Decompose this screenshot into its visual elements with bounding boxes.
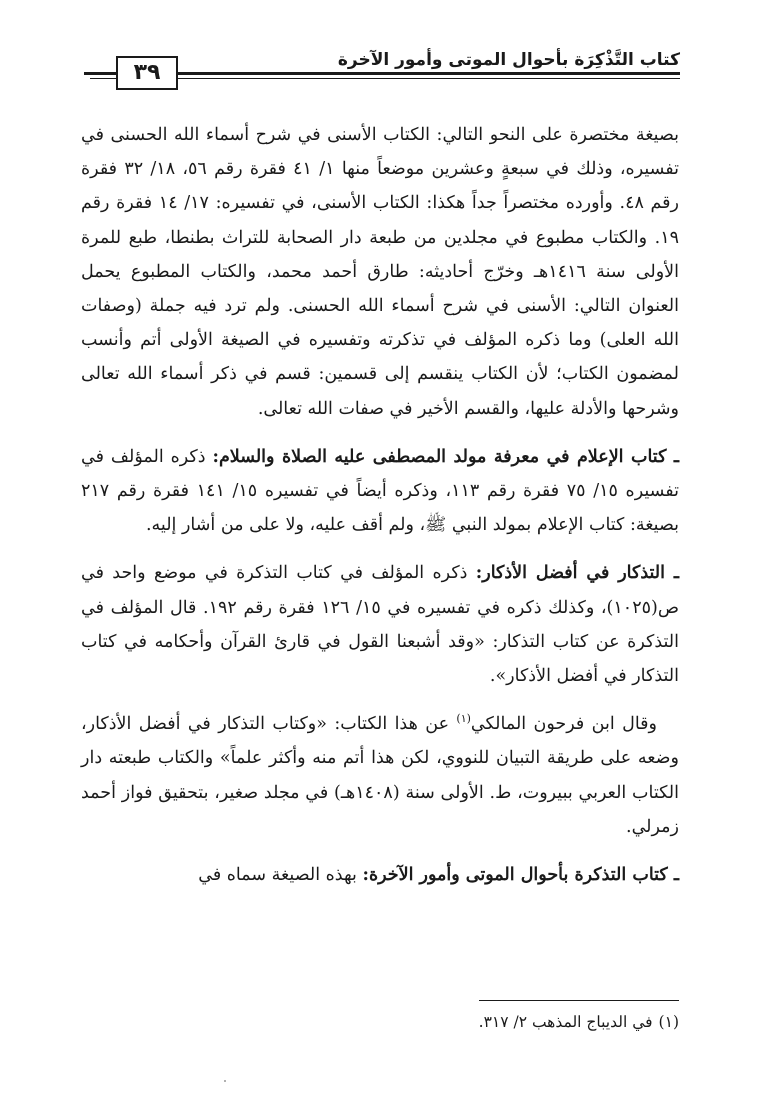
paragraph-ilam-book [81, 440, 679, 543]
running-header [90, 50, 680, 90]
paragraph-ibn-farhun [81, 707, 679, 844]
body-text [81, 118, 679, 906]
running-title: كتاب التَّذْكِرَة بأحوال الموتى وأمور الآخرة [330, 50, 680, 70]
header-rule-thick [90, 72, 680, 75]
footnote-separator [479, 1000, 679, 1001]
paragraph-text: بصيغة مختصرة على النحو التالي: الكتاب الأسنى في شرح أسماء الله الحسنى في تفسيره، وذلك في سبعةٍ وعشرين موضعاً منها ١/ ٤١ فقرة رقم ٥٦، ١٨/ ٣٢ فقرة رقم ٤٨. وأورده مختصراً جداً هكذا: الكتاب الأسنى، في تفسيره: ١٧/ ١٤ فقرة رقم ١٩. والكتاب مطبوع في مجلدين من طبعة دار الصحابة للتراث بطنطا، طبع للمرة الأولى سنة ١٤١٦هـ وخرّج أحاديثه: طارق أحمد محمد، والكتاب المطبوع يحمل العنوان التالي: الأسنى في شرح أسماء الله الحسنى. ولم ترد فيه جملة (وصفات الله العلى) وما ذكره المؤلف في تذكرته وتفسيره في الصيغة الأولى أتم وأنسب لمضمون الكتاب؛ لأن الكتاب ينقسم إلى قسمين: قسم في ذكر أسماء الله تعالى وشرحها والأدلة عليها، والقسم الأخير في صفات الله تعالى. [81, 125, 679, 419]
header-rule-thin [90, 78, 680, 79]
footnote-reference[interactable]: (١) [456, 712, 471, 726]
header-left-rule [84, 72, 116, 75]
scan-speck [224, 1080, 226, 1082]
footnote-marker: (١) [658, 1013, 679, 1031]
paragraph-tadhkira-book [81, 858, 679, 892]
paragraph-tadhkar-book [81, 556, 679, 693]
paragraph-text: بهذه الصيغة سماه في [198, 865, 363, 886]
paragraph-text: ذكره المؤلف في كتاب التذكرة في موضع واحد في ص(١٠٢٥)، وكذلك ذكره في تفسيره في ١٥/ ١٢٦ فقرة رقم ١٩٢. قال المؤلف في التذكرة عن كتاب التذكار: «وقد أشبعنا القول في قارئ القرآن وأحكامه في كتاب التذكار في أفضل الأذكار». [81, 563, 679, 687]
paragraph-text: ذكره المؤلف في تفسيره ١٥/ ٧٥ فقرة رقم ١١٣، وذكره أيضاً في تفسيره ١٥/ ١٤١ فقرة رقم ٢١٧ بصيغة: كتاب الإعلام بمولد النبي ﷺ، ولم أقف عليه، ولا على من أشار إليه. [81, 446, 679, 536]
paragraph-asna-book [81, 118, 679, 426]
page-number: ٣٩ [116, 56, 178, 90]
paragraph-text: وقال ابن فرحون المالكي [470, 714, 657, 735]
entry-heading: ـ التذكار في أفضل الأذكار: [475, 563, 679, 584]
entry-heading: ـ كتاب الإعلام في معرفة مولد المصطفى عليه الصلاة والسلام: [212, 446, 680, 467]
entry-heading: ـ كتاب التذكرة بأحوال الموتى وأمور الآخرة: [362, 865, 679, 886]
footnote [81, 1010, 679, 1034]
paragraph-text: عن هذا الكتاب: «وكتاب التذكار في أفضل الأذكار، وضعه على طريقة التبيان للنووي، لكن هذا أتم منه وأكثر علماً» والكتاب طبعته دار الكتاب العربي ببيروت، ط. الأولى سنة (١٤٠٨هـ) في مجلد صغير، بتحقيق فواز أحمد زمرلي. [81, 714, 679, 837]
footnote-text: في الديباج المذهب ٢/ ٣١٧. [478, 1013, 653, 1031]
